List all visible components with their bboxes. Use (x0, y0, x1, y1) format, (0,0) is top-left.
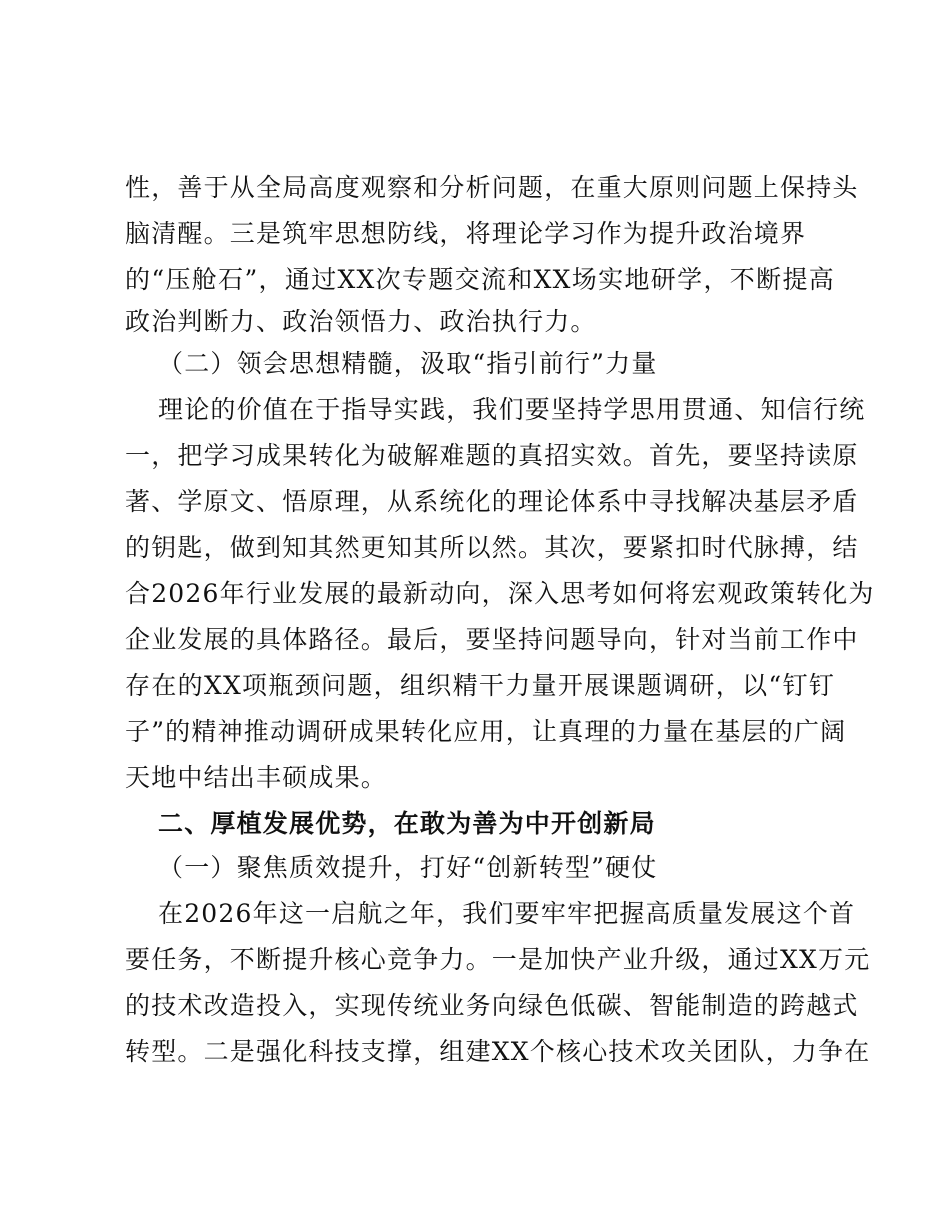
section-heading: 二、厚植发展优势，在敢为善为中开创新局 (158, 809, 656, 838)
subsection-heading: （二）领会思想精髓，汲取“指引前行”力量 (158, 349, 658, 378)
body-text-line: 转型。二是强化科技支撑，组建XX个核心技术攻关团队，力争在 (125, 1037, 871, 1066)
body-text-line: 在2026年这一启航之年，我们要牢牢把握高质量发展这个首 (158, 899, 856, 928)
body-text-line: 理论的价值在于指导实践，我们要坚持学思用贯通、知信行统 (158, 395, 866, 424)
body-text-line: 合2026年行业发展的最新动向，深入思考如何将宏观政策转化为 (125, 579, 875, 608)
body-text-line: 天地中结出丰硕成果。 (125, 763, 388, 792)
body-text-line: 政治判断力、政治领悟力、政治执行力。 (125, 307, 597, 336)
body-text-line: 的技术改造投入，实现传统业务向绿色低碳、智能制造的跨越式 (125, 991, 859, 1020)
body-text-line: 企业发展的具体路径。最后，要坚持问题导向，针对当前工作中 (125, 625, 859, 654)
body-text-line: 存在的XX项瓶颈问题，组织精干力量开展课题调研，以“钉钉 (125, 671, 835, 700)
body-text-line: 子”的精神推动调研成果转化应用，让真理的力量在基层的广阔 (125, 717, 847, 746)
body-text-line: 一，把学习成果转化为破解难题的真招实效。首先，要坚持读原 (125, 441, 859, 470)
body-text-line: 著、学原文、悟原理，从系统化的理论体系中寻找解决基层矛盾 (125, 487, 859, 516)
body-text-line: 脑清醒。三是筑牢思想防线，将理论学习作为提升政治境界 (125, 219, 807, 248)
body-text-line: 的钥匙，做到知其然更知其所以然。其次，要紧扣时代脉搏，结 (125, 533, 859, 562)
body-text-line: 要任务，不断提升核心竞争力。一是加快产业升级，通过XX万元 (125, 945, 871, 974)
subsection-heading: （一）聚焦质效提升，打好“创新转型”硬仗 (158, 853, 658, 882)
body-text-line: 的“压舱石”，通过XX次专题交流和XX场实地研学，不断提高 (125, 265, 835, 294)
body-text-line: 性，善于从全局高度观察和分析问题，在重大原则问题上保持头 (125, 173, 859, 202)
